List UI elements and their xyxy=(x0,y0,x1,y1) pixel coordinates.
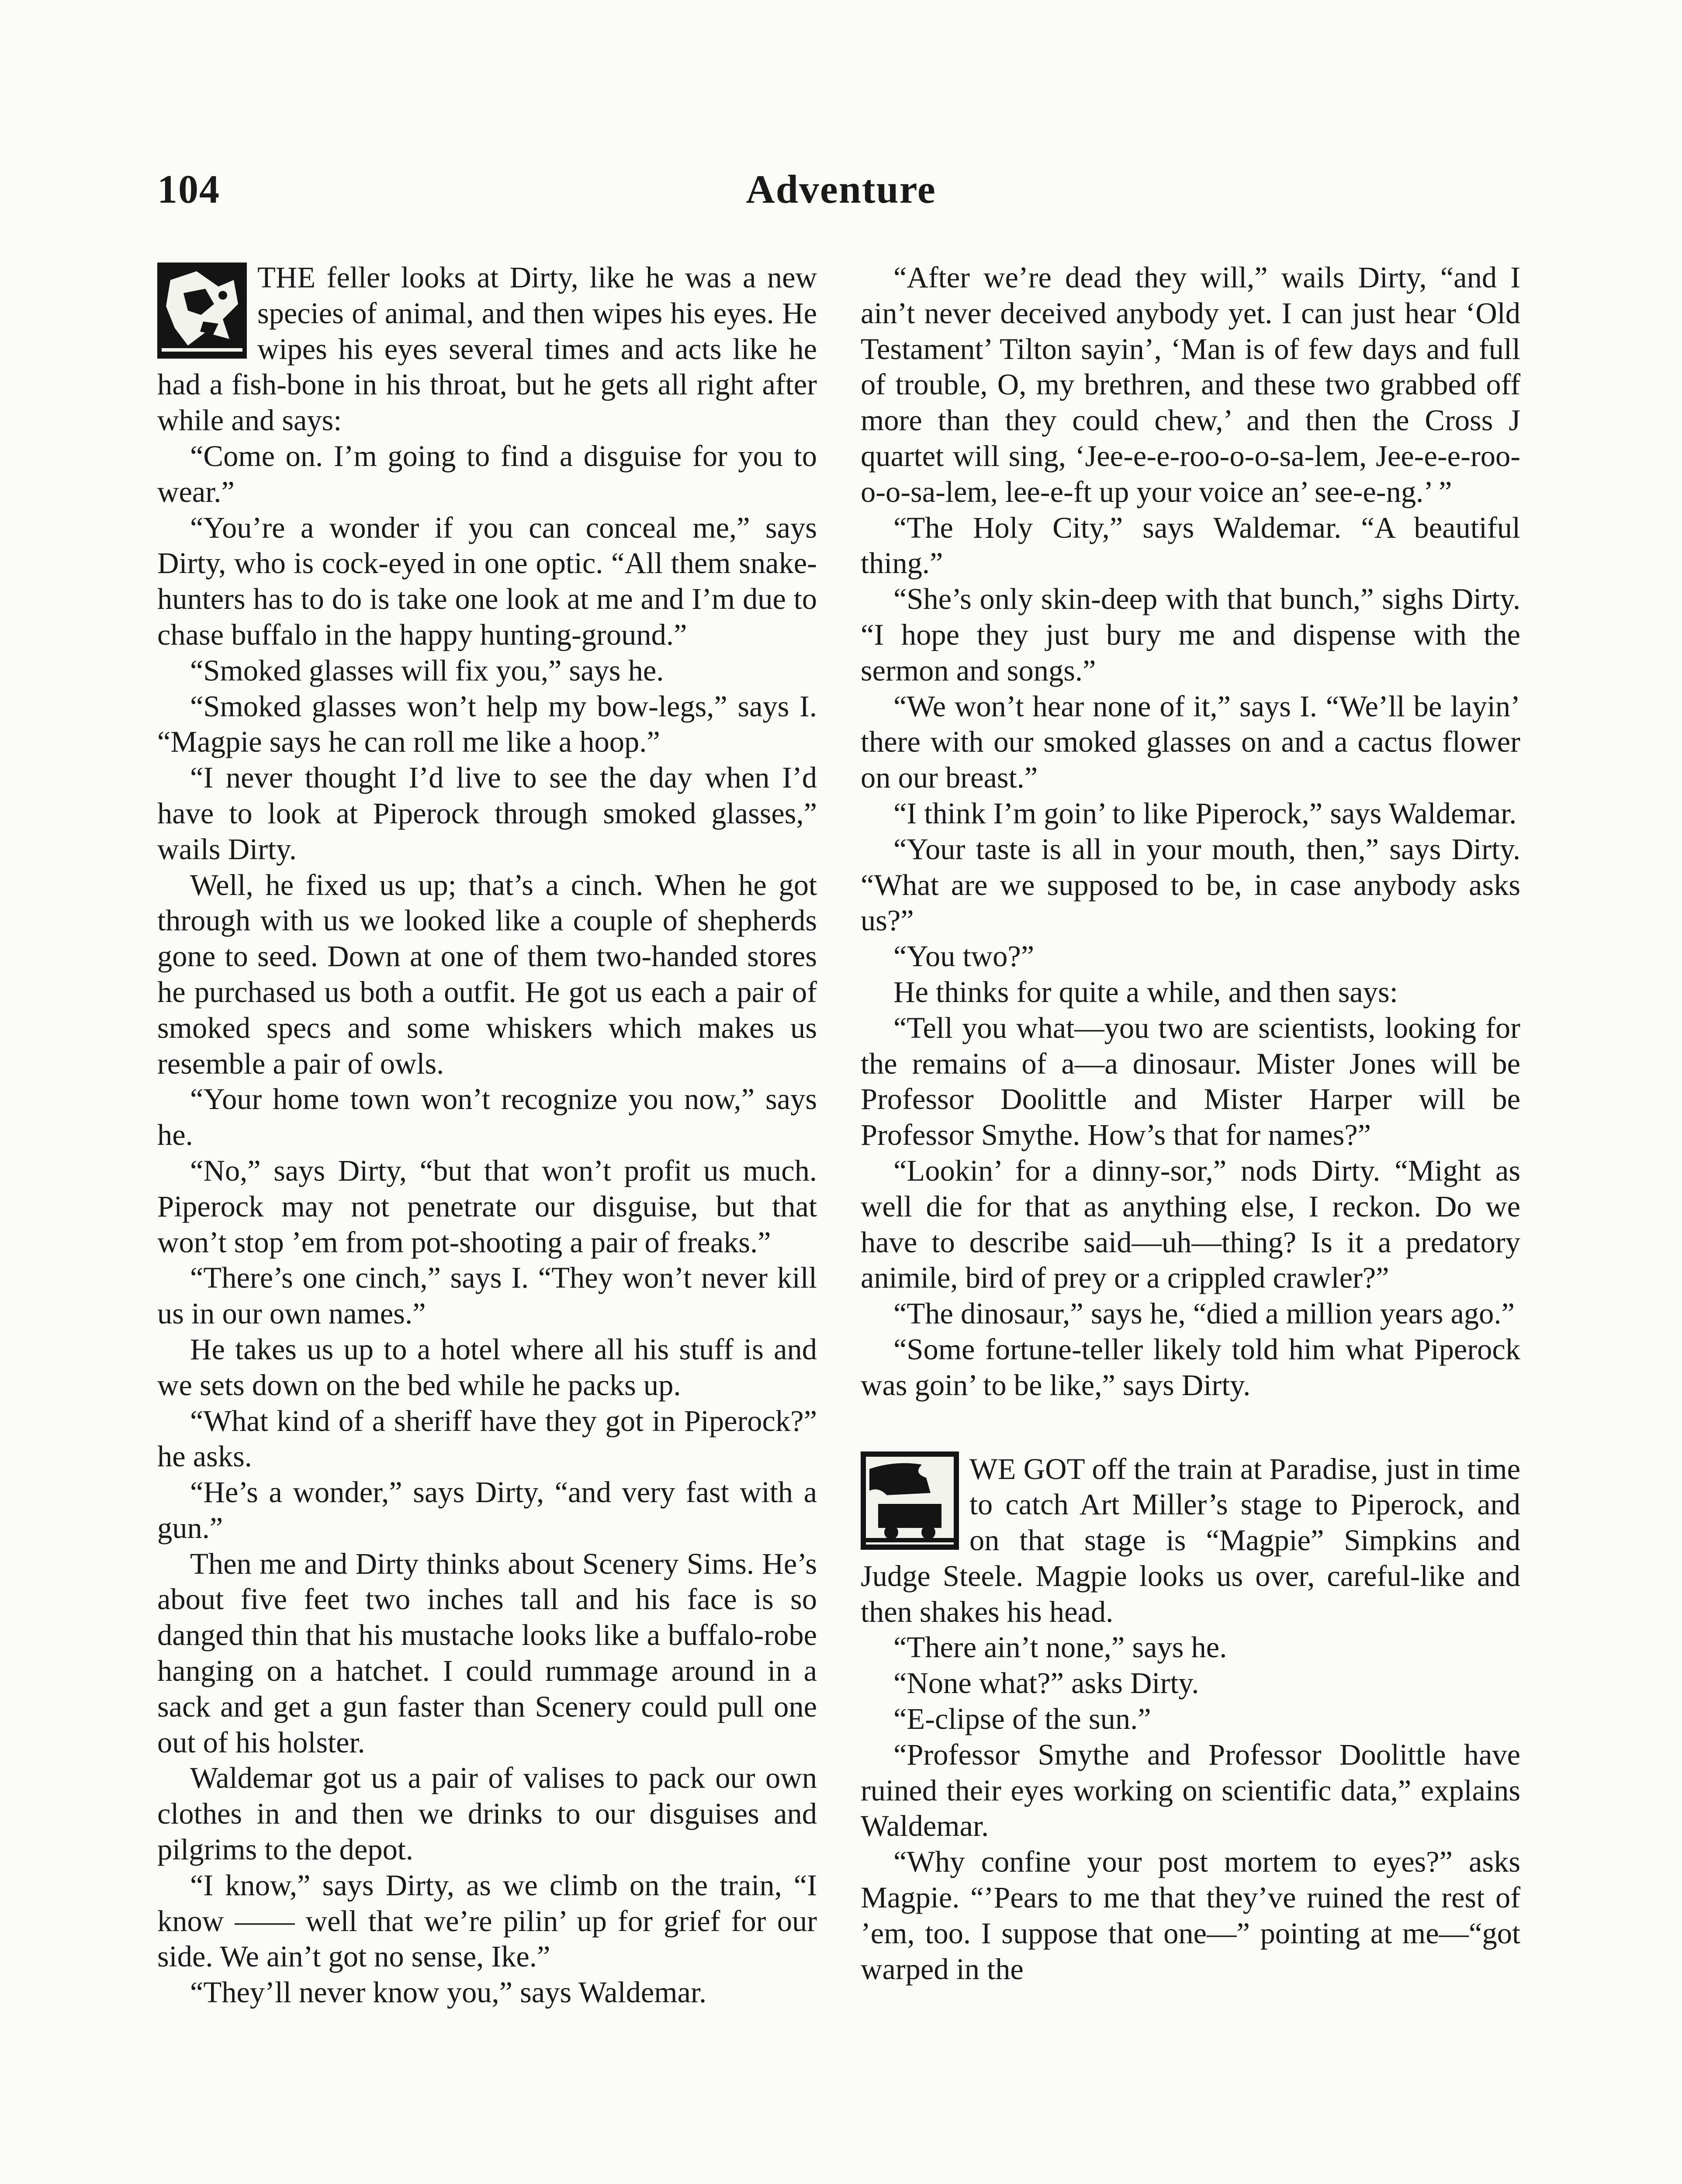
paragraph: “E-clipse of the sun.” xyxy=(893,1702,1151,1736)
paragraph: Then me and Dirty thinks about Scenery Sims. He’s about five feet two inches tall and his face is so danged thin that his mustache looks like a buffalo-robe hanging on a hatchet. I could rummage around in a sack and get a gun faster than Scenery could pull one out of his holster. xyxy=(157,1547,817,1759)
page-number: 104 xyxy=(157,167,220,211)
paragraph: “Your home town won’t recognize you now,” says he. xyxy=(157,1082,817,1152)
page-header xyxy=(157,166,1525,232)
paragraph: He thinks for quite a while, and then says: xyxy=(893,975,1398,1009)
paragraph: “Professor Smythe and Professor Doolittle have ruined their eyes working on scientific data,” explains Waldemar. xyxy=(861,1738,1520,1843)
left-column xyxy=(157,260,817,2011)
paragraph: “After we’re dead they will,” wails Dirty, “and I ain’t never deceived anybody yet. I can just hear ‘Old Testament’ Tilton sayin’, ‘Man is of few days and full of trouble, O, my brethren, and these two grabbed off more than they could chew,’ and then the Cross J quartet will sing, ‘Jee-e-e-roo-o-o-sa-lem, Jee-e-e-roo-o-o-sa-lem, lee-e-ft up your voice an’ see-e-ng.’ ” xyxy=(861,261,1520,508)
paragraph: “He’s a wonder,” says Dirty, “and very fast with a gun.” xyxy=(157,1476,817,1545)
paragraph: “Lookin’ for a dinny-sor,” nods Dirty. “Might as well die for that as anything else, I reckon. Do we have to describe said—uh—thing? Is it a predatory animile, bird of prey or a crippled crawler?” xyxy=(861,1154,1520,1295)
drop-cap-train-icon xyxy=(861,1451,959,1550)
right-column xyxy=(861,260,1520,1987)
paragraph: “I know,” says Dirty, as we climb on the train, “I know —— well that we’re pilin’ up for grief for our side. We ain’t got no sense, Ike.” xyxy=(157,1868,817,1973)
paragraph: “There’s one cinch,” says I. “They won’t never kill us in our own names.” xyxy=(157,1261,817,1330)
paragraph: “There ain’t none,” says he. xyxy=(893,1631,1227,1664)
paragraph: “None what?” asks Dirty. xyxy=(893,1666,1199,1700)
paragraph: Waldemar got us a pair of valises to pack our own clothes in and then we drinks to our disguises and pilgrims to the depot. xyxy=(157,1761,817,1866)
paragraph: “No,” says Dirty, “but that won’t profit us much. Piperock may not penetrate our disguise, but that won’t stop ’em from pot-shooting a pair of freaks.” xyxy=(157,1154,817,1259)
paragraph: “Tell you what—you two are scientists, looking for the remains of a—a dinosaur. Mister Jones will be Professor Doolittle and Mister Harper will be Professor Smythe. How’s that for names?” xyxy=(861,1011,1520,1152)
paragraph: WE GOT off the train at Paradise, just in time to catch Art Miller’s stage to Piperock, and on that stage is “Magpie” Simpkins and Judge Steele. Magpie looks us over, careful-like and then shakes his head. xyxy=(861,1452,1520,1628)
paragraph: “Smoked glasses will fix you,” says he. xyxy=(190,653,664,687)
paragraph: “The Holy City,” says Waldemar. “A beautiful thing.” xyxy=(861,511,1520,580)
paragraph: “The dinosaur,” says he, “died a million years ago.” xyxy=(893,1297,1515,1330)
paragraph: “Come on. I’m going to find a disguise for you to wear.” xyxy=(157,439,817,508)
paragraph: “I never thought I’d live to see the day when I’d have to look at Piperock through smoked glasses,” wails Dirty. xyxy=(157,761,817,866)
paragraph: “Why confine your post mortem to eyes?” asks Magpie. “’Pears to me that they’ve ruined the rest of ’em, too. I suppose that one—” pointing at me—“got warped in the xyxy=(861,1845,1520,1986)
paragraph: “We won’t hear none of it,” says I. “We’ll be layin’ there with our smoked glasses on and a cactus flower on our breast.” xyxy=(861,689,1520,795)
paragraph: “Smoked glasses won’t help my bow-legs,” says I. “Magpie says he can roll me like a hoop.” xyxy=(157,689,817,759)
drop-cap-illustration-icon xyxy=(157,263,247,359)
paragraph: “You two?” xyxy=(893,940,1035,973)
paragraph: “She’s only skin-deep with that bunch,” sighs Dirty. “I hope they just bury me and dispense with the sermon and songs.” xyxy=(861,582,1520,687)
paragraph: “What kind of a sheriff have they got in Piperock?” he asks. xyxy=(157,1404,817,1473)
running-title: Adventure xyxy=(746,167,936,211)
paragraph: Well, he fixed us up; that’s a cinch. When he got through with us we looked like a couple of shepherds gone to seed. Down at one of them two-handed stores he purchased us both a outfit. He got us each a pair of smoked specs and some whiskers which makes us resemble a pair of owls. xyxy=(157,868,817,1080)
paragraph: “They’ll never know you,” says Waldemar. xyxy=(190,1976,707,2009)
paragraph: “Some fortune-teller likely told him what Piperock was goin’ to be like,” says Dirty. xyxy=(861,1332,1520,1402)
paragraph: He takes us up to a hotel where all his stuff is and we sets down on the bed while he packs up. xyxy=(157,1332,817,1402)
paragraph: “Your taste is all in your mouth, then,” says Dirty. “What are we supposed to be, in case anybody asks us?” xyxy=(861,832,1520,937)
paragraph: “You’re a wonder if you can conceal me,” says Dirty, who is cock-eyed in one optic. “All them snake-hunters has to do is take one look at me and I’m due to chase buffalo in the happy hunting-ground.” xyxy=(157,511,817,651)
paragraph: THE feller looks at Dirty, like he was a new species of animal, and then wipes his eyes. He wipes his eyes several times and acts like he had a fish-bone in his throat, but he gets all right after while and says: xyxy=(157,261,817,437)
paragraph: “I think I’m goin’ to like Piperock,” says Waldemar. xyxy=(893,796,1517,830)
